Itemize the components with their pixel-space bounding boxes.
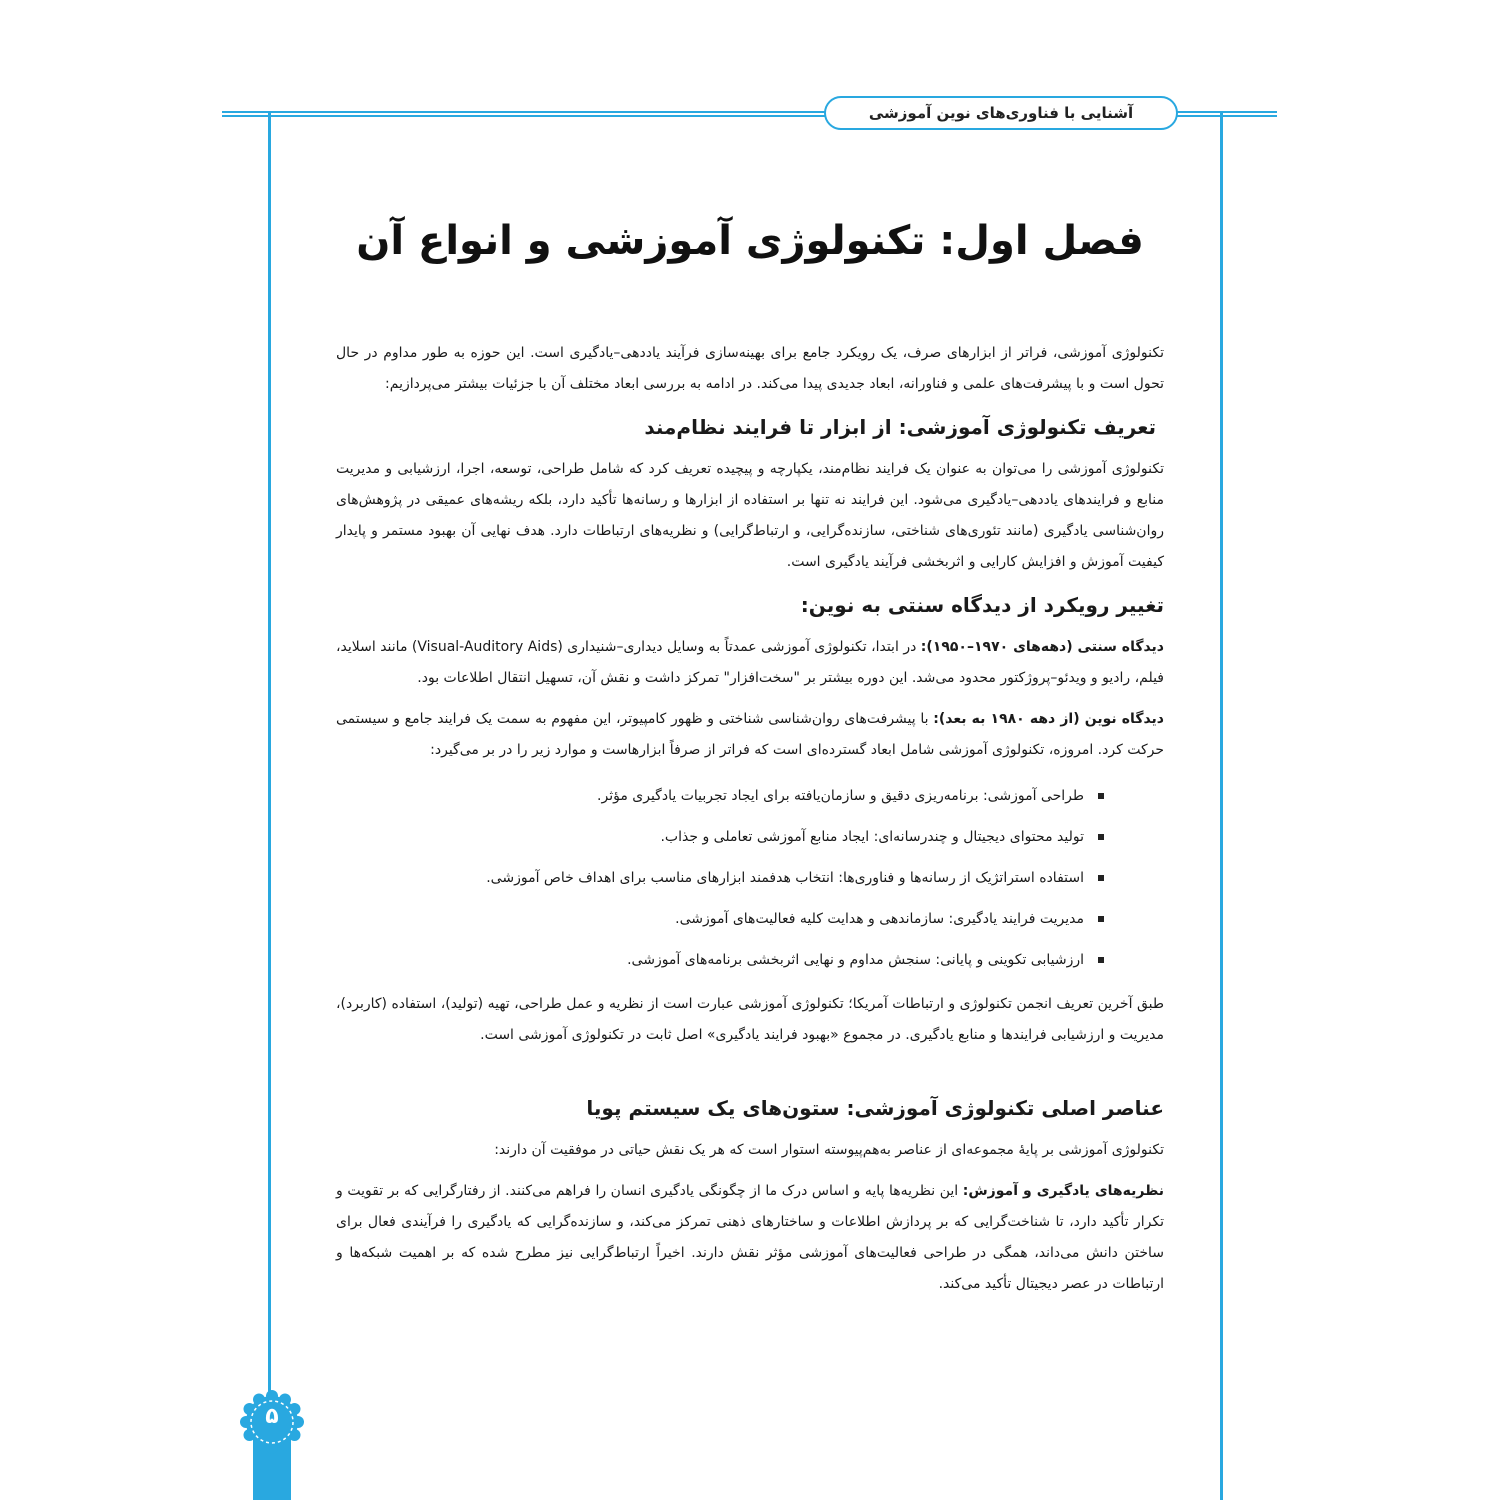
page-body: [336, 338, 1164, 1310]
list-item-text: طراحی آموزشی: برنامه‌ریزی دقیق و سازمان‌یافته برای ایجاد تجربیات یادگیری مؤثر.: [597, 788, 1084, 804]
learning-theories-text: این نظریه‌ها پایه و اساس درک ما از چگونگی یادگیری انسان را فراهم می‌کنند. از رفتارگرایی که بر تقویت و تکرار تأکید دارد، تا شناخت‌گرایی که بر پردازش اطلاعات و ساختارهای ذهنی تمرکز می‌کند، و سازنده‌گرایی که یادگیری را فرآیندی فعال برای ساختن دانش می‌داند، همگی در طراحی فعالیت‌های آموزشی مؤثر نقش دارند. اخیراً ارتباط‌گرایی نیز مطرح شده که بر اهمیت شبکه‌ها و ارتباطات در عصر دیجیتال تأکید می‌کند.: [336, 1183, 1164, 1292]
modern-dimensions-list: [336, 776, 1164, 981]
modern-view-label: دیدگاه نوین (از دهه ۱۹۸۰ به بعد):: [933, 711, 1164, 727]
running-title: آشنایی با فناوری‌های نوین آموزشی: [868, 104, 1134, 122]
section-heading-core-elements: عناصر اصلی تکنولوژی آموزشی: ستون‌های یک سیستم پویا: [586, 1096, 1164, 1120]
bullet-square-icon: [1098, 957, 1104, 963]
modern-view-text: با پیشرفت‌های روان‌شناسی شناختی و ظهور کامپیوتر، این مفهوم به سمت یک فرایند جامع و سیستمی حرکت کرد. امروزه، تکنولوژی آموزشی شامل ابعاد گسترده‌ای است که فراتر از صرفاً ابزارهاست و موارد زیر را در بر می‌گیرد:: [336, 711, 1164, 758]
list-item: [336, 817, 1104, 858]
list-item: [336, 776, 1104, 817]
core-elements-intro: تکنولوژی آموزشی بر پایهٔ مجموعه‌ای از عناصر به‌هم‌پیوسته استوار است که هر یک نقش حیاتی در موفقیت آن دارند:: [494, 1142, 1164, 1158]
left-margin-line: [268, 112, 271, 1500]
running-header: [824, 96, 1178, 130]
list-item-text: ارزشیابی تکوینی و پایانی: سنجش مداوم و نهایی اثربخشی برنامه‌های آموزشی.: [627, 952, 1084, 968]
definition-paragraph: تکنولوژی آموزشی را می‌توان به عنوان یک فرایند نظام‌مند، یکپارچه و پیچیده تعریف کرد که شامل طراحی، توسعه، اجرا، ارزشیابی و مدیریت منابع و فرایندهای یاددهی–یادگیری می‌شود. این فرایند نه تنها بر استفاده از ابزارها و رسانه‌ها تأکید دارد، بلکه ریشه‌های عمیقی در پژوهش‌های روان‌شناسی یادگیری (مانند تئوری‌های شناختی، سازنده‌گرایی، و ارتباط‌گرایی) و نظریه‌های ارتباطات دارد. هدف نهایی آن بهبود مستمر و پایدار کیفیت آموزش و افزایش کارایی و اثربخشی فرآیند یادگیری است.: [336, 461, 1164, 570]
bullet-square-icon: [1098, 916, 1104, 922]
section-heading-approach-shift: تغییر رویکرد از دیدگاه سنتی به نوین:: [800, 593, 1164, 617]
learning-theories-paragraph: [336, 1176, 1164, 1300]
bullet-square-icon: [1098, 834, 1104, 840]
modern-view-paragraph: [336, 704, 1164, 766]
page-number: ۵: [265, 1404, 279, 1429]
learning-theories-label: نظریه‌های یادگیری و آموزش:: [962, 1183, 1164, 1199]
list-item-text: مدیریت فرایند یادگیری: سازماندهی و هدایت کلیه فعالیت‌های آموزشی.: [675, 911, 1084, 927]
chapter-title: فصل اول: تکنولوژی آموزشی و انواع آن: [356, 218, 1144, 264]
bullet-square-icon: [1098, 793, 1104, 799]
aect-definition-paragraph: طبق آخرین تعریف انجمن تکنولوژی و ارتباطات آمریکا؛ تکنولوژی آموزشی عبارت است از نظریه و عمل طراحی، تهیه (تولید)، استفاده (کاربرد)، مدیریت و ارزشیابی فرایندها و منابع یادگیری. در مجموع «بهبود فرایند یادگیری» اصل ثابت در تکنولوژی آموزشی است.: [336, 996, 1164, 1043]
list-item: [336, 940, 1104, 981]
list-item: [336, 858, 1104, 899]
traditional-view-paragraph: [336, 632, 1164, 694]
traditional-view-text: در ابتدا، تکنولوژی آموزشی عمدتاً به وسایل دیداری–شنیداری (Visual-Auditory Aids) مانند اسلاید، فیلم، رادیو و ویدئو–پروژکتور محدود می‌شد. این دوره بیشتر بر "سخت‌افزار" تمرکز داشت و نقش آن، تسهیل انتقال اطلاعات بود.: [336, 639, 1164, 686]
page-number-badge: [240, 1390, 304, 1500]
list-item-text: تولید محتوای دیجیتال و چندرسانه‌ای: ایجاد منابع آموزشی تعاملی و جذاب.: [660, 829, 1084, 845]
list-item-text: استفاده استراتژیک از رسانه‌ها و فناوری‌ها: انتخاب هدفمند ابزارهای مناسب برای اهداف خاص آموزشی.: [486, 870, 1084, 886]
list-item: [336, 899, 1104, 940]
traditional-view-label: دیدگاه سنتی (دهه‌های ۱۹۷۰–۱۹۵۰):: [920, 639, 1164, 655]
section-heading-definition: تعریف تکنولوژی آموزشی: از ابزار تا فرایند نظام‌مند: [644, 415, 1156, 439]
section-spacer: [336, 1061, 1164, 1087]
intro-paragraph: تکنولوژی آموزشی، فراتر از ابزارهای صرف، یک رویکرد جامع برای بهینه‌سازی فرآیند یاددهی–یادگیری است. این حوزه به طور مداوم در حال تحول است و با پیشرفت‌های علمی و فناورانه، ابعاد جدیدی پیدا می‌کند. در ادامه به بررسی ابعاد مختلف آن با جزئیات بیشتر می‌پردازیم:: [336, 345, 1164, 392]
right-margin-line: [1220, 112, 1223, 1500]
bullet-square-icon: [1098, 875, 1104, 881]
